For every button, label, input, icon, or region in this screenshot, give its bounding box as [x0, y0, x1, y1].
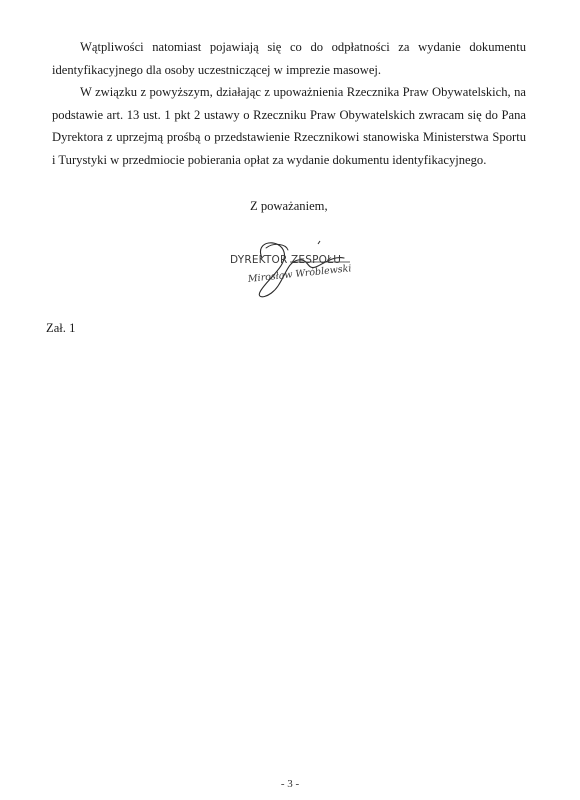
closing-salutation: Z poważaniem, [250, 199, 328, 213]
attachment-note: Zał. 1 [46, 321, 76, 335]
signature-stamp [226, 236, 356, 302]
body-paragraph-1: Wątpliwości natomiast pojawiają się co do odpłatności za wydanie dokumentu identyfikacyjnego dla osoby uczestniczącej w imprezie masowej. [52, 40, 526, 77]
stamp-name: Mirosław Wróblewski [247, 263, 352, 285]
page-number: - 3 - [280, 778, 300, 790]
stamp-title: DYREKTOR ZESPOŁU [230, 254, 342, 266]
body-paragraph-2: W związku z powyższym, działając z upoważnienia Rzecznika Praw Obywatelskich, na podstawie art. 13 ust. 1 pkt 2 ustawy o Rzeczniku Praw Obywatelskich zwracam się do Pana Dyrektora z uprzejmą prośbą o przedstawienie Rzecznikowi stanowiska Ministerstwa Sportu i Turystyki w przedmiocie pobierania opłat za wydanie dokumentu identyfikacyjnego. [52, 85, 526, 167]
